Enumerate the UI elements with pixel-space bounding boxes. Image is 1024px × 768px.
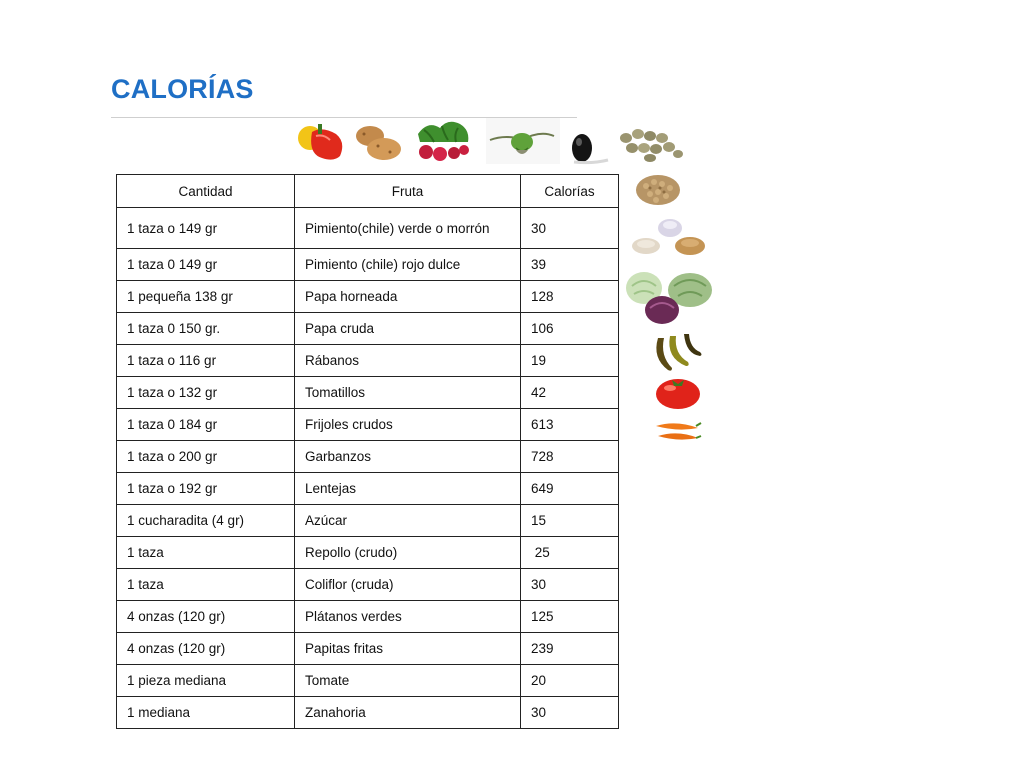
cell-calories: 25 bbox=[521, 537, 619, 569]
cell-quantity: 1 taza o 116 gr bbox=[117, 345, 295, 377]
table-row bbox=[117, 473, 619, 505]
cell-food: Lentejas bbox=[295, 473, 521, 505]
table-row bbox=[117, 345, 619, 377]
cell-quantity: 1 taza o 200 gr bbox=[117, 441, 295, 473]
black-bean-icon bbox=[564, 128, 610, 168]
table-row bbox=[117, 697, 619, 729]
cell-food: Azúcar bbox=[295, 505, 521, 537]
table-row bbox=[117, 633, 619, 665]
cell-calories: 613 bbox=[521, 409, 619, 441]
carrot-icon bbox=[652, 414, 702, 444]
tomatillo-icon bbox=[486, 118, 560, 164]
cell-calories: 649 bbox=[521, 473, 619, 505]
calories-table bbox=[116, 174, 619, 729]
table-row bbox=[117, 537, 619, 569]
cell-food: Papa horneada bbox=[295, 281, 521, 313]
cell-quantity: 4 onzas (120 gr) bbox=[117, 633, 295, 665]
cell-quantity: 1 taza o 132 gr bbox=[117, 377, 295, 409]
header-calorias: Calorías bbox=[521, 175, 619, 208]
cell-food: Coliflor (cruda) bbox=[295, 569, 521, 601]
sugar-icon bbox=[628, 214, 714, 260]
cell-food: Papa cruda bbox=[295, 313, 521, 345]
potato-icon bbox=[350, 122, 406, 164]
table-row bbox=[117, 505, 619, 537]
cell-food: Papitas fritas bbox=[295, 633, 521, 665]
cell-food: Tomate bbox=[295, 665, 521, 697]
cell-calories: 15 bbox=[521, 505, 619, 537]
cell-calories: 128 bbox=[521, 281, 619, 313]
lentil-icon bbox=[632, 170, 684, 210]
cell-quantity: 1 taza bbox=[117, 537, 295, 569]
plantain-icon bbox=[650, 330, 704, 374]
table-row bbox=[117, 601, 619, 633]
bell-pepper-icon bbox=[294, 120, 348, 162]
cell-food: Repollo (crudo) bbox=[295, 537, 521, 569]
cell-food: Frijoles crudos bbox=[295, 409, 521, 441]
cell-food: Zanahoria bbox=[295, 697, 521, 729]
radish-icon bbox=[412, 120, 474, 164]
cell-food: Garbanzos bbox=[295, 441, 521, 473]
tomato-icon bbox=[654, 376, 702, 410]
table-row bbox=[117, 377, 619, 409]
cell-calories: 30 bbox=[521, 697, 619, 729]
table-row bbox=[117, 208, 619, 249]
cell-quantity: 1 taza o 149 gr bbox=[117, 208, 295, 249]
cell-calories: 239 bbox=[521, 633, 619, 665]
cell-quantity: 1 mediana bbox=[117, 697, 295, 729]
cell-calories: 19 bbox=[521, 345, 619, 377]
cell-calories: 106 bbox=[521, 313, 619, 345]
page-title: CALORÍAS bbox=[111, 74, 254, 104]
header-fruta: Fruta bbox=[295, 175, 521, 208]
table-row bbox=[117, 409, 619, 441]
cell-calories: 39 bbox=[521, 249, 619, 281]
cabbage-icon bbox=[624, 268, 716, 328]
header-cantidad: Cantidad bbox=[117, 175, 295, 208]
cell-calories: 30 bbox=[521, 569, 619, 601]
cell-calories: 728 bbox=[521, 441, 619, 473]
cell-food: Tomatillos bbox=[295, 377, 521, 409]
table-row bbox=[117, 281, 619, 313]
cell-food: Rábanos bbox=[295, 345, 521, 377]
cell-quantity: 1 taza bbox=[117, 569, 295, 601]
cell-quantity: 4 onzas (120 gr) bbox=[117, 601, 295, 633]
cell-calories: 20 bbox=[521, 665, 619, 697]
cell-quantity: 1 taza 0 184 gr bbox=[117, 409, 295, 441]
cell-food: Pimiento(chile) verde o morrón bbox=[295, 208, 521, 249]
table-row bbox=[117, 249, 619, 281]
cell-food: Pimiento (chile) rojo dulce bbox=[295, 249, 521, 281]
cell-calories: 125 bbox=[521, 601, 619, 633]
cell-quantity: 1 cucharadita (4 gr) bbox=[117, 505, 295, 537]
table-row bbox=[117, 665, 619, 697]
table-header-row bbox=[117, 175, 619, 208]
cell-quantity: 1 pieza mediana bbox=[117, 665, 295, 697]
cell-food: Plátanos verdes bbox=[295, 601, 521, 633]
table-row bbox=[117, 569, 619, 601]
cell-quantity: 1 taza 0 149 gr bbox=[117, 249, 295, 281]
cell-quantity: 1 taza o 192 gr bbox=[117, 473, 295, 505]
table-row bbox=[117, 313, 619, 345]
cell-calories: 42 bbox=[521, 377, 619, 409]
cell-quantity: 1 taza 0 150 gr. bbox=[117, 313, 295, 345]
table-row bbox=[117, 441, 619, 473]
cell-calories: 30 bbox=[521, 208, 619, 249]
chickpea-icon bbox=[614, 124, 688, 166]
cell-quantity: 1 pequeña 138 gr bbox=[117, 281, 295, 313]
